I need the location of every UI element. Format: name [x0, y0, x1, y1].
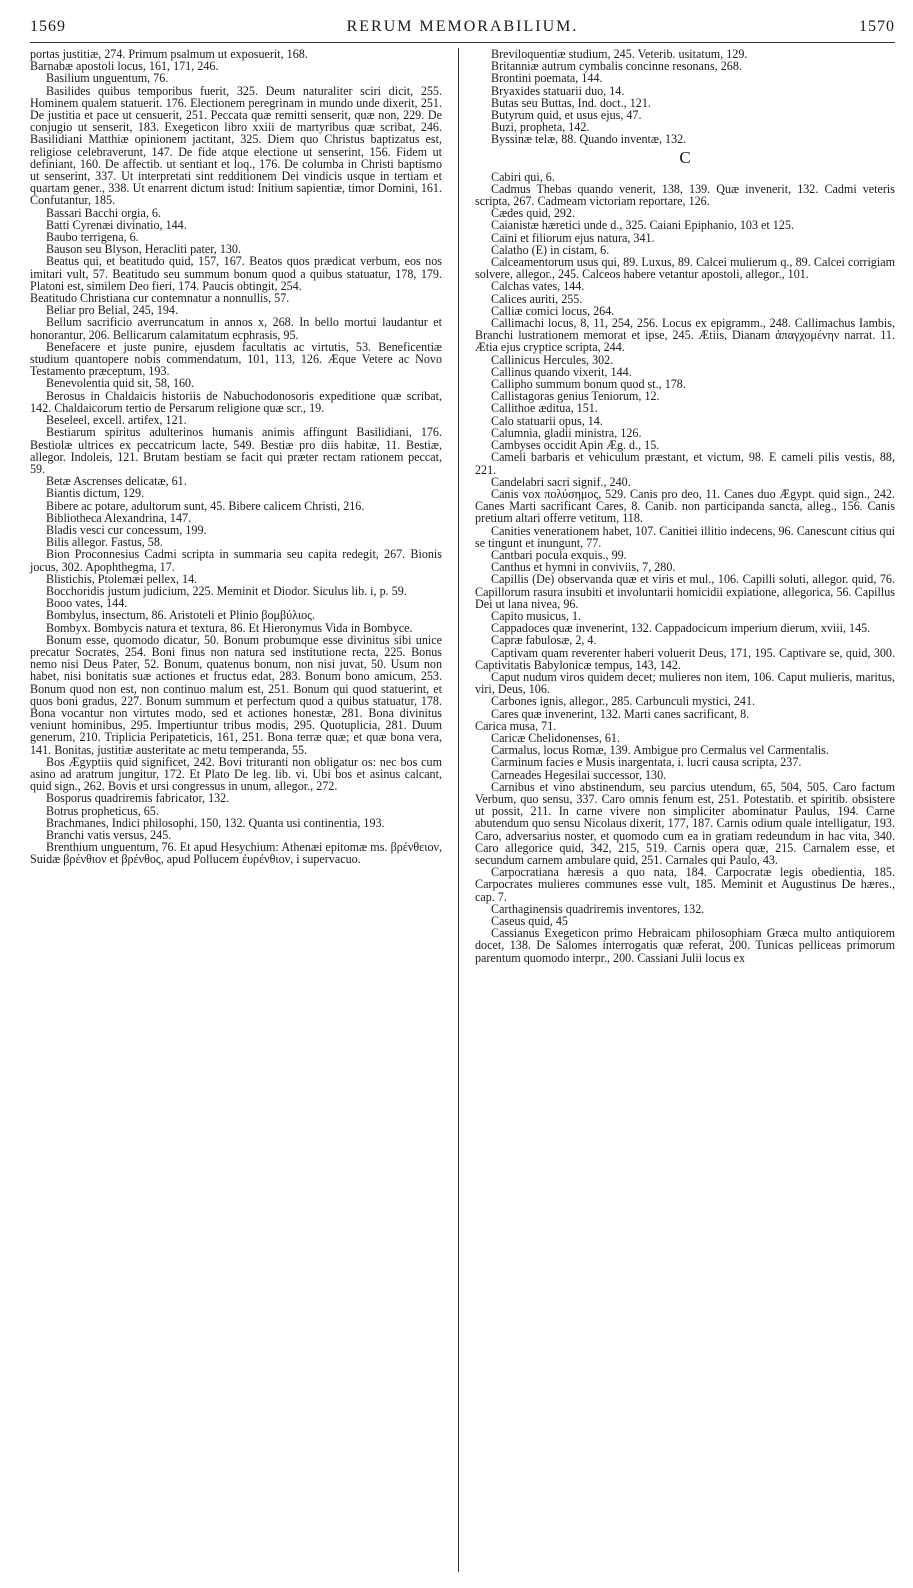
- index-entry: Cares quæ invenerint, 132. Marti canes sacrificant, 8.: [491, 706, 750, 721]
- index-entry: Calliæ comici locus, 264.: [491, 303, 615, 318]
- index-entry: Batti Cyrenæi divinatio, 144.: [46, 217, 187, 232]
- index-entry: Baubo terrigena, 6.: [46, 230, 139, 245]
- index-entry: Candelabri sacri signif., 240.: [491, 474, 631, 489]
- index-entry: Brenthium unguentum, 76. Et apud Hesychium: Athenæi epitomæ ms. βρένθειον, Suidæ βρένθιον et βρένθος, apud Pollucem ἐυρένθιον, i supervacuo.: [30, 840, 442, 867]
- index-entry: Calchas vates, 144.: [491, 279, 585, 294]
- index-entry: Carpocratiana hæresis a quo nata, 184. Carpocratæ legis obedientia, 185. Carpocrates mulieres communes esse vult, 185. Meminit et Augustinus De hæres., cap. 7.: [475, 865, 895, 904]
- right-page-number: 1570: [859, 18, 895, 35]
- index-entry: Caput nudum viros quidem decet; mulieres non item, 106. Caput mulieris, maritus, viri, Deus, 106.: [475, 669, 895, 697]
- running-title: RERUM MEMORABILIUM.: [346, 18, 579, 35]
- right-column-b-entries: [475, 48, 895, 146]
- index-entry: Bibere ac potare, adultorum sunt, 45. Bibere calicem Christi, 216.: [46, 498, 365, 513]
- left-page-number: 1569: [30, 18, 66, 35]
- index-entry: Calices auriti, 255.: [491, 291, 583, 306]
- index-entry: Brontini poemata, 144.: [491, 71, 603, 86]
- index-entry: Beseleel, excell. artifex, 121.: [46, 413, 187, 428]
- index-entry: Cambyses occidit Apin Æg. d., 15.: [491, 438, 660, 453]
- index-entry: Bibliotheca Alexandrina, 147.: [46, 510, 192, 525]
- index-entry: Bellum sacrificio averruncatum in annos x, 268. In bello mortui laudantur et honorantur, 206. Bellicarum calamitatum ecphrasis, 95.: [30, 315, 442, 342]
- index-entry: Cantbari pocula exquis., 99.: [491, 547, 627, 562]
- index-entry: portas justitiæ, 274. Primum psalmum ut exposuerit, 168.: [30, 47, 308, 61]
- index-entry: Calumnia, gladii ministra, 126.: [491, 425, 642, 440]
- index-entry: Callithoe æditua, 151.: [491, 401, 598, 416]
- index-entry: Botrus propheticus, 65.: [46, 803, 159, 818]
- index-entry: Captivam quam reverenter haberi voluerit Deus, 171, 195. Captivare se, quid, 300. Captivitatis Babylonicæ tempus, 143, 142.: [475, 645, 895, 672]
- index-entry: Buzi, propheta, 142.: [491, 120, 590, 135]
- index-entry: Caseus quid, 45: [491, 914, 568, 929]
- index-entry: Bos Ægyptiis quid significet, 242. Bovi trituranti non obligatur os: nec bos cum asino ad aratrum jungitur, 172. Et Plato De leg. lib. vi. Ubi bos et asinus calcant, quid sign., 262. Bovis et ursi congressus in unum, allegor., 272.: [30, 754, 442, 794]
- index-entry: Carica musa, 71.: [475, 718, 557, 733]
- index-entry: Caricæ Chelidonenses, 61.: [491, 730, 620, 745]
- right-column-c-entries: [475, 171, 895, 964]
- index-entry: Calatho (E) in cistam, 6.: [491, 242, 610, 257]
- index-entry: Bestiarum spiritus adulterinos humanis animis affingunt Basilidiani, 176. Bestiolæ ultrices ex peccatricum lacte, 549. Bestiæ pro diis habitæ, 11. Bestiæ, allegor. Indoleis, 121. Brutam bestiam se facit qui præter rectam rationem peccat, 59.: [30, 425, 442, 476]
- index-entry: Cædes quid, 292.: [491, 206, 575, 221]
- index-entry: Basilides quibus temporibus fuerit, 325. Deum naturaliter sciri dicit, 255. Hominem qualem statuerit. 176. Electionem peregrinam in mundo unde dixerit, 251. De justitia et pace ut censuerit, 251. Peccata quæ remitti senserit, quæ non, 229. De conjugio ut senserit, 183. Exegeticon libro xxiii de martyribus quæ scribat, 246. Basilidiani Matthiæ opinionem jactitant, 325. Diem quo Christus baptizatus est, religiose celebraverunt, 147. De fide atque electione ut senserint, 156. Fidem ut definiant, 160. De affectib. ut sentiant et loq., 176. De columba in Christi baptismo ut senserint, 337. Ut interpretati sint redditionem Dei vindicis usque in tertiam et quartam gener., 338. Ut enarrent dictum istud: Initium sapientiæ, timor Domini, 161. Confutantur, 185.: [30, 83, 442, 208]
- index-entry: Barnabæ apostoli locus, 161, 171, 246.: [30, 59, 219, 74]
- index-entry: Berosus in Chaldaicis historiis de Nabuchodonosoris expeditione quæ scribat, 142. Chaldaicorum tertio de Persarum religione quæ scr., 19.: [30, 388, 442, 415]
- index-entry: Bosporus quadriremis fabricator, 132.: [46, 791, 230, 806]
- index-entry: Canthus et hymni in conviviis, 7, 280.: [491, 560, 676, 575]
- index-entry: Callistagoras genius Teniorum, 12.: [491, 389, 660, 404]
- index-entry: Cappadoces quæ invenerint, 132. Cappadocicum imperium dierum, xviii, 145.: [491, 621, 871, 636]
- index-entry: Callinus quando vixerit, 144.: [491, 364, 632, 379]
- index-entry: Bonum esse, quomodo dicatur, 50. Bonum probumque esse divinitus sibi unice precatur Socrates, 254. Boni finus non natura sed institutione recta, 225. Bonus nemo nisi Deus Pater, 52. Bonum, quatenus bonum, non nisi juvat, 50. Usum non habet, nisi bonitatis suæ actiones et fructus edat, 283. Bonum bono amicum, 253. Bonum quod non est, non continuo malum est, 251. Bonum qui quod statuerint, et quos boni gradus, 227. Bonum summum et perfectum quod a quibus statuatur, 178. Bona vocantur non virtutes modo, sed et actiones honestæ, 281. Bona divinitus veniunt hominibus, 295. Impertiuntur tribus modis, 295. Quotuplicia, 281. Duum generum, 210. Triplicia Peripateticis, 161, 251. Bona terræ quæ; et quæ bona vera, 141. Bonitas, justitiæ austeritate ac metu temperanda, 55.: [30, 632, 442, 757]
- index-entry: Butyrum quid, et usus ejus, 47.: [491, 108, 642, 123]
- index-entry: Callipho summum bonum quod st., 178.: [491, 377, 686, 392]
- index-entry: Carminum facies e Musis inargentata, i. lucri causa scripta, 237.: [491, 755, 802, 770]
- index-entry: Canis vox πολύσημος, 529. Canis pro deo, 11. Canes duo Ægypt. quid sign., 242. Canes Marti sacrificant Cares, 8. Canib. non participanda sancta, alleg., 156. Canis pretium altari offerre vetitum, 118.: [475, 486, 895, 526]
- index-entry: Bryaxides statuarii duo, 14.: [491, 83, 625, 98]
- header-rule: [30, 42, 895, 43]
- index-entry: Carbones ignis, allegor., 285. Carbunculi mystici, 241.: [491, 694, 756, 709]
- index-entry: Bombyx. Bombycis natura et textura, 86. Et Hieronymus Vida in Bombyce.: [46, 620, 413, 635]
- index-entry: Beatitudo Christiana cur contemnatur a nonnullis, 57.: [30, 291, 290, 306]
- index-entry: Bassari Bacchi orgia, 6.: [46, 205, 161, 220]
- index-entry: Booo vates, 144.: [46, 596, 128, 611]
- index-entry: Calceamentorum usus qui, 89. Luxus, 89. Calcei mulierum q., 89. Calcei corrigiam solvere, allegor., 245. Calceos habere vetantur apostoli, allegor., 101.: [475, 255, 895, 282]
- index-entry: Carneades Hegesilai successor, 130.: [491, 767, 667, 782]
- index-entry: Carnibus et vino abstinendum, seu parcius utendum, 65, 504, 505. Caro factum Verbum, quo sensu, 337. Caro omnis fenum est, 251. Potestatib. et spiritib. obsistere ut possit, 211. In carne vivere non simpliciter abominatur Paulus, 194. Carne abutendum quo sensu Nicolaus dixerit, 177, 187. Carnis odium quale intelligatur, 193. Caro, adversarius noster, et quomodo cum ea in gratiam redeundum in hac vita, 340. Caro allegorice quid, 342, 215, 519. Carnis opera quæ, 215. Carnalem esse, et secundum carnem ambulare quid, 251. Carnales qui Paulo, 43.: [475, 779, 895, 867]
- section-letter: C: [679, 147, 691, 167]
- index-entry: Callinicus Hercules, 302.: [491, 352, 614, 367]
- index-entry: Capito musicus, 1.: [491, 608, 582, 623]
- index-entry: Beatus qui, et beatitudo quid, 157, 167. Beatos quos prædicat verbum, eos nos imitari vult, 57. Beatitudo seu summum bonum quod a quibus statuatur, 178, 179. Platoni est, similem Deo fieri, 174. Paucis obtingit, 254.: [30, 254, 442, 293]
- index-entry: Cassianus Exegeticon primo Hebraicam philosophiam Græca multo antiquiorem docet, 138. De Salomes interrogatis quæ referat, 200. Tunicas pelliceas primorum parentum quomodo interpr., 200. Cassiani Julii locus ex: [475, 926, 895, 965]
- index-entry: Carmalus, locus Romæ, 139. Ambigue pro Cermalus vel Carmentalis.: [491, 743, 829, 758]
- index-entry: Bion Proconnesius Cadmi scripta in summaria seu capita redegit, 267. Bionis jocus, 302. Apophthegma, 17.: [30, 547, 442, 574]
- index-entry: Capræ fabulosæ, 2, 4.: [491, 633, 597, 648]
- index-entry: Butas seu Buttas, Ind. doct., 121.: [491, 95, 651, 110]
- index-entry: Betæ Ascrenses delicatæ, 61.: [46, 474, 187, 489]
- index-entry: Benevolentia quid sit, 58, 160.: [46, 376, 195, 391]
- column-divider: [458, 48, 459, 1572]
- index-entry: Canities venerationem habet, 107. Canitiei illitio indecens, 96. Canescunt citius qui se tingunt et inungunt, 77.: [475, 523, 895, 550]
- index-entry: Calo statuarii opus, 14.: [491, 413, 603, 428]
- index-entry: Bombylus, insectum, 86. Aristoteli et Plinio βομβύλιος.: [46, 608, 315, 623]
- index-entry: Caianistæ hæretici unde d., 325. Caiani Epiphanio, 103 et 125.: [491, 218, 794, 233]
- index-entry: Britanniæ autrum cymbalis concinne resonans, 268.: [491, 59, 742, 74]
- index-entry: Bauson seu Blyson, Heracliti pater, 130.: [46, 242, 241, 257]
- index-entry: Bladis vesci cur concessum, 199.: [46, 522, 207, 537]
- index-entry: Cabiri qui, 6.: [491, 169, 555, 184]
- index-entry: Blistichis, Ptolemæi pellex, 14.: [46, 571, 198, 586]
- index-entry: Capillis (De) observanda quæ et viris et mul., 106. Capilli soluti, allegor. quid, 76. Capillorum rasura insubiti et involuntarii homicidii expiatione, allegorica, 56. Capillus Dei ut lana nivea, 96.: [475, 572, 895, 611]
- index-entry: Carthaginensis quadriremis inventores, 132.: [491, 901, 705, 916]
- index-entry: Cadmus Thebas quando venerit, 138, 139. Quæ invenerit, 132. Cadmi veteris scripta, 267. Cadmeam victoriam reportare, 126.: [475, 181, 895, 209]
- index-entry: Brachmanes, Indici philosophi, 150, 132. Quanta usi continentia, 193.: [46, 815, 385, 830]
- index-entry: Basilium unguentum, 76.: [46, 71, 169, 86]
- index-entry: Benefacere et juste punire, ejusdem facultatis ac virtutis, 53. Beneficentiæ studium quantopere nobis commendatum, 101, 113, 126. Æque Vetere ac Novo Testamento præceptum, 193.: [30, 339, 442, 379]
- index-entry: Biantis dictum, 129.: [46, 486, 145, 501]
- right-column: [475, 48, 895, 964]
- index-entry: Bilis allegor. Fastus, 58.: [46, 535, 163, 550]
- index-entry: Bocchoridis justum judicium, 225. Meminit et Diodor. Siculus lib. i, p. 59.: [46, 583, 407, 598]
- index-entry: Breviloquentiæ studium, 245. Veterib. usitatum, 129.: [491, 47, 748, 61]
- index-entry: Callimachi locus, 8, 11, 254, 256. Locus ex epigramm., 248. Callimachus Iambis, Branchi lustrationem memorat et ipse, 245. Ætiis, Dianam ἀπαγχομένην narrat. 11. Ætia ejus cryptice scripta, 244.: [475, 316, 895, 355]
- index-entry: Branchi vatis versus, 245.: [46, 828, 172, 842]
- index-entry: Beliar pro Belial, 245, 194.: [46, 303, 178, 318]
- left-column: [30, 48, 442, 866]
- index-entry: Byssinæ telæ, 88. Quando inventæ, 132.: [491, 132, 687, 147]
- index-entry: Caini et filiorum ejus natura, 341.: [491, 230, 655, 245]
- index-entry: Cameli barbaris et vehiculum præstant, et victum, 98. E cameli pilis vestis, 88, 221.: [475, 450, 895, 477]
- page-header: [30, 18, 895, 44]
